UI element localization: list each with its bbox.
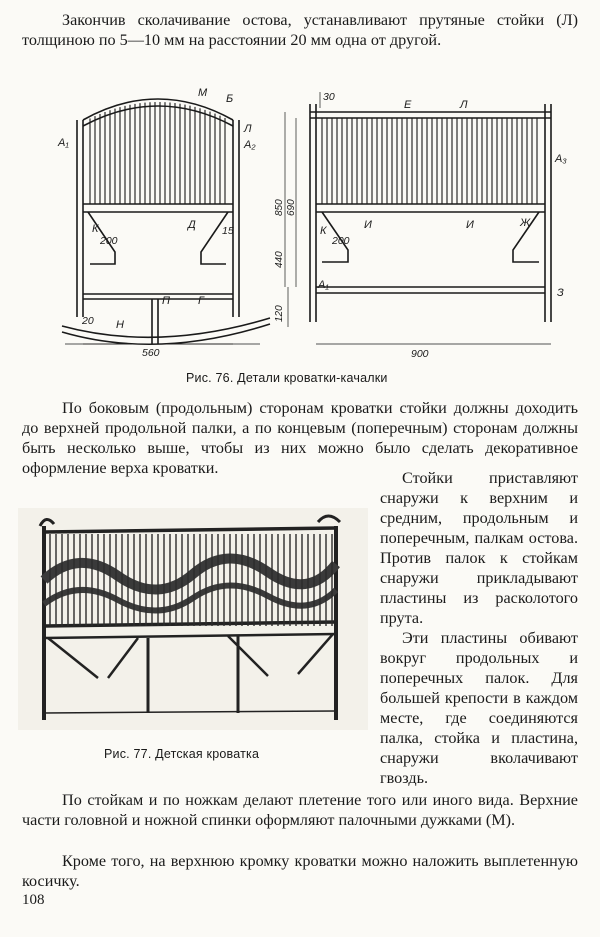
label-a3: А₃ — [555, 153, 567, 165]
dim-690: 690 — [286, 199, 297, 216]
figure-77-caption: Рис. 77. Детская кроватка — [104, 747, 260, 761]
figure-77 — [18, 508, 368, 730]
label-b: Б — [226, 93, 234, 105]
dim-440: 440 — [274, 251, 285, 268]
page-number: 108 — [22, 892, 45, 908]
label-g: Г — [198, 295, 204, 307]
label-z: З — [557, 287, 564, 299]
paragraph-weave: По стойкам и по ножкам делают плетение того или иного вида. Верхние части головной и ножной спинки оформляют палочными дужками (М). — [22, 791, 578, 829]
intro-paragraph: Закончив сколачивание остова, устанавливают прутяные стойки (Л) толщиною по 5—10 мм на расстоянии 20 мм одна от другой. — [22, 11, 578, 49]
label-zh: Ж — [520, 217, 531, 229]
dim-560: 560 — [142, 347, 160, 359]
paragraph-braid: Кроме того, на верхнюю кромку кроватки можно наложить выплетенную косичку. — [22, 852, 578, 890]
label-m: М — [198, 87, 208, 99]
right-slats — [322, 118, 537, 204]
figure-76 — [20, 82, 580, 362]
paragraph-attach: Стойки приставляют снаружи к верхним и средним, продольным и поперечным, палкам остова. Против палок к стойкам снаружи прикладывают пластины из расколотого прута. — [380, 469, 578, 627]
dim-200-left: 200 — [100, 235, 118, 247]
label-p: П — [162, 295, 170, 307]
label-d: Д — [188, 219, 196, 231]
figure-77-photo — [18, 508, 368, 730]
dimension-lines — [65, 92, 551, 344]
dim-200-right: 200 — [332, 235, 350, 247]
figure-76-labels — [57, 87, 567, 360]
figure-76-drawing — [20, 82, 580, 362]
dim-850: 850 — [274, 199, 285, 216]
label-i1: И — [364, 219, 372, 231]
dim-900: 900 — [411, 348, 429, 360]
dim-120: 120 — [274, 305, 285, 322]
dim-30: 30 — [323, 91, 335, 103]
label-a1-right: А₁ — [318, 279, 329, 291]
cradle-side-view — [310, 104, 551, 322]
label-l: Л — [244, 123, 252, 135]
label-a2: А₂ — [244, 139, 256, 151]
label-k: К — [92, 223, 99, 235]
figure-76-caption: Рис. 76. Детали кроватки-качалки — [186, 371, 388, 385]
label-n: Н — [116, 319, 124, 331]
label-l-right: Л — [460, 99, 468, 111]
label-k-right: К — [320, 225, 327, 237]
label-i2: И — [466, 219, 474, 231]
paragraph-nail: Эти пластины обивают вокруг продольных и поперечных палок. Для большей крепости в каждом месте, где соединяются палка, стойка и пластина, снаружи вколачивают гвоздь. — [380, 629, 578, 787]
dim-15: 15 — [222, 225, 234, 237]
paragraph-sides: По боковым (продольным) сторонам кроватки стойки должны доходить до верхней продольной палки, а по концевым (поперечным) сторонам должны быть несколько выше, чтобы из них можно было сделать декоративное оформление верха кроватки. — [22, 399, 578, 477]
dim-20: 20 — [82, 315, 94, 327]
label-e: Е — [404, 99, 412, 111]
cradle-end-view — [62, 99, 270, 344]
label-a1: А₁ — [58, 137, 69, 149]
left-slats — [90, 102, 225, 204]
